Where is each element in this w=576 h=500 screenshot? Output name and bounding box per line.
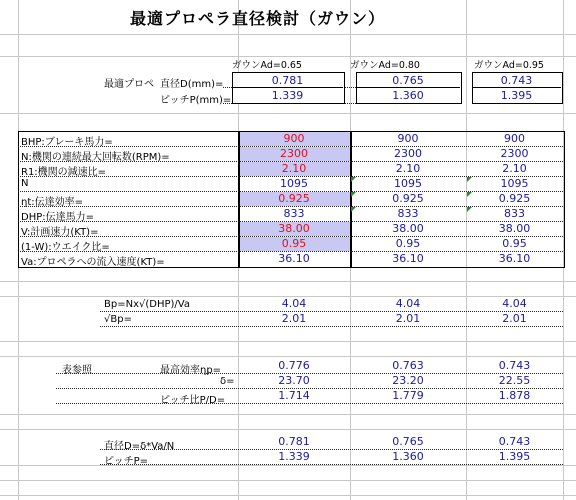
delta-label: δ= [220,376,235,387]
input-label-speed: V:計画速力(KT)= [21,227,99,238]
column-header-ad080: ガウンAd=0.80 [350,60,420,71]
sheet-title: 最適プロペラ直径検討（ガウン） [130,9,386,28]
input-efficiency-ad080[interactable]: 0.925 [392,192,424,205]
delta-ad095[interactable]: 22.55 [498,374,531,387]
calc-dhp-ad095[interactable]: 833 [504,207,525,220]
input-wake-ad095[interactable]: 0.95 [502,237,527,250]
bp-ad065[interactable]: 4.04 [281,297,307,310]
comment-indicator-icon[interactable] [467,207,472,212]
pitch-ratio-label: ピッチ比P/D= [160,395,226,406]
input-speed-ad095[interactable]: 38.00 [498,222,531,235]
dotted-row [100,464,563,465]
calc-va-ad095[interactable]: 36.10 [498,252,531,265]
summary-divider [356,87,460,88]
gridline [0,495,576,496]
calc-va-ad065[interactable]: 36.10 [278,252,310,265]
max-efficiency-ad065[interactable]: 0.776 [278,359,310,372]
gridline [0,281,576,282]
delta-ad080[interactable]: 23.20 [392,374,424,387]
gridline [0,356,576,357]
input-label-dhp: DHP:伝達馬力= [21,212,94,223]
calc-n-ad065[interactable]: 1095 [280,177,308,190]
comment-indicator-icon[interactable] [467,192,472,197]
comment-indicator-icon[interactable] [351,177,356,182]
calc-dhp-ad065[interactable]: 833 [283,207,305,220]
max-efficiency-label: 最高効率ηp= [160,365,222,376]
input-wake-ad080[interactable]: 0.95 [395,237,421,250]
input-efficiency-ad065[interactable]: 0.925 [278,192,310,205]
input-bhp-ad095[interactable]: 900 [504,132,525,145]
gridline [0,113,576,114]
gridline [0,341,576,342]
calc-n-ad080[interactable]: 1095 [394,177,422,190]
column-header-ad095: ガウンAd=0.95 [474,60,544,71]
gridline [0,480,576,481]
bp-ad095[interactable]: 4.04 [502,297,527,310]
input-label-n: N [21,178,29,189]
pitch-ratio-ad095[interactable]: 1.878 [498,389,531,402]
max-efficiency-ad095[interactable]: 0.743 [498,359,531,372]
bp-formula-label: Bp=Nx√(DHP)/Va [104,299,190,310]
result-pitch-label: ピッチP= [104,456,149,467]
input-bhp-ad065[interactable]: 900 [283,132,305,145]
calc-va-ad080[interactable]: 36.10 [392,252,424,265]
gridline [0,414,576,415]
pitch-ratio-ad065[interactable]: 1.714 [278,389,310,402]
input-reduction-ad080[interactable]: 2.10 [395,162,421,175]
gridline [0,429,576,430]
summary-diameter-ad065[interactable]: 0.781 [271,74,304,87]
column-header-ad065: ガウンAd=0.65 [232,60,302,71]
summary-diameter-ad080[interactable]: 0.765 [392,74,424,87]
result-diameter-ad080[interactable]: 0.765 [392,435,424,448]
input-label-va: Va:プロペラへの流入速度(KT)= [21,257,165,268]
summary-label: 最適プロペ [104,79,154,90]
input-speed-ad065[interactable]: 38.00 [278,222,310,235]
result-diameter-ad065[interactable]: 0.781 [278,435,310,448]
input-label-bhp: BHP:ブレーキ馬力= [21,137,113,148]
calc-n-ad095[interactable]: 1095 [500,177,529,190]
delta-ad065[interactable]: 23.70 [278,374,310,387]
input-label-wake: (1-W):ウエイク比= [21,242,110,253]
input-reduction-ad095[interactable]: 2.10 [502,162,527,175]
comment-indicator-icon[interactable] [351,207,356,212]
summary-pitch-ad080[interactable]: 1.360 [392,89,424,102]
input-efficiency-ad095[interactable]: 0.925 [498,192,531,205]
sqrt-bp-label: √Bp= [104,314,132,325]
result-pitch-ad065[interactable]: 1.339 [278,450,310,463]
pitch-ratio-ad080[interactable]: 1.779 [392,389,424,402]
input-rpm-ad095[interactable]: 2300 [500,147,529,160]
input-rpm-ad065[interactable]: 2300 [280,147,308,160]
input-bhp-ad080[interactable]: 900 [397,132,419,145]
summary-pitch-label: ピッチP(mm)= [160,95,232,106]
result-diameter-ad095[interactable]: 0.743 [498,435,531,448]
result-pitch-ad080[interactable]: 1.360 [392,450,424,463]
comment-indicator-icon[interactable] [351,192,356,197]
input-label-reduction: R1:機関の減速比= [21,167,107,178]
input-label-efficiency: ηt:伝達効率= [21,197,84,208]
summary-divider [232,87,343,88]
comment-indicator-icon[interactable] [467,177,472,182]
gridline [0,34,576,35]
input-reduction-ad065[interactable]: 2.10 [281,162,307,175]
summary-divider [472,87,561,88]
sqrt-bp-ad065[interactable]: 2.01 [281,312,307,325]
input-speed-ad080[interactable]: 38.00 [392,222,424,235]
summary-pitch-ad065[interactable]: 1.339 [271,89,304,102]
input-wake-ad065[interactable]: 0.95 [281,237,307,250]
calc-dhp-ad080[interactable]: 833 [397,207,419,220]
bp-ad080[interactable]: 4.04 [395,297,421,310]
gridline [0,465,576,466]
result-diameter-label: 直径D=δ*Va/N [104,441,175,452]
max-efficiency-ad080[interactable]: 0.763 [392,359,424,372]
dotted-row [56,403,563,404]
summary-diameter-ad095[interactable]: 0.743 [500,74,533,87]
table-reference-label: 表参照 [62,365,92,376]
result-pitch-ad095[interactable]: 1.395 [498,450,531,463]
sqrt-bp-ad080[interactable]: 2.01 [395,312,421,325]
summary-pitch-ad095[interactable]: 1.395 [500,89,533,102]
input-label-rpm: N:機関の連続最大回転数(RPM)= [21,152,170,163]
input-rpm-ad080[interactable]: 2300 [394,147,422,160]
sqrt-bp-ad095[interactable]: 2.01 [502,312,527,325]
dotted-row [100,326,563,327]
summary-diameter-label: 直径D(mm)= [160,79,224,90]
